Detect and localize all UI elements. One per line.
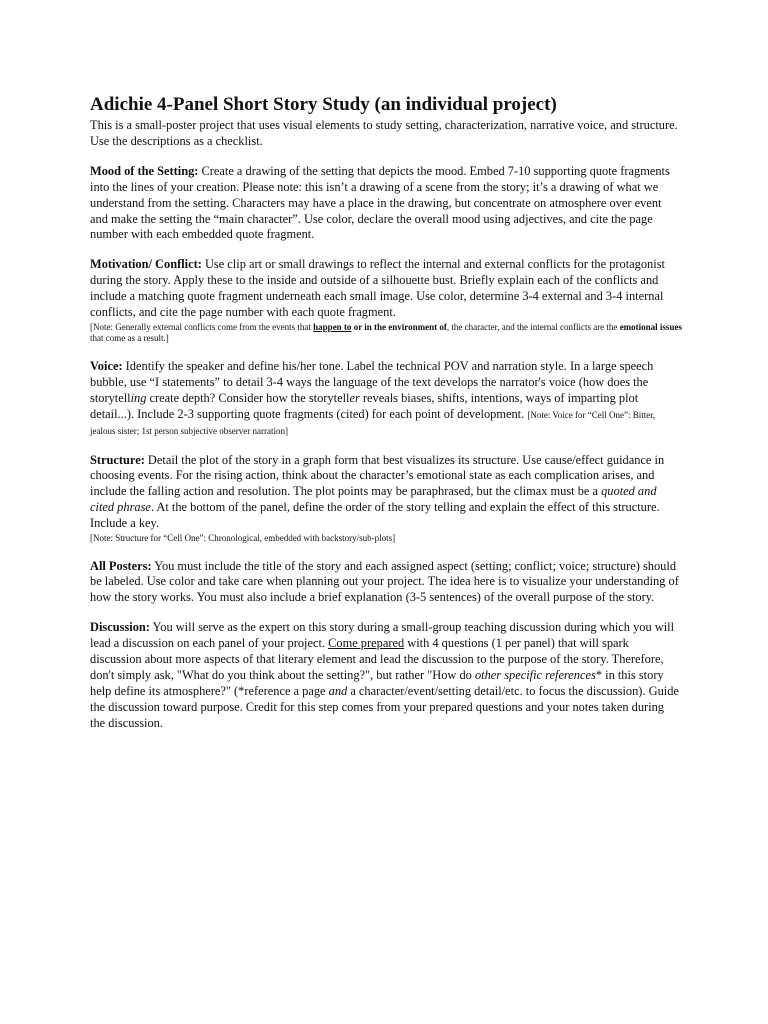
motivation-note-emphasis: emotional issues (619, 321, 682, 332)
motivation-note (90, 322, 682, 345)
motivation-note-text: that come as a result.] (90, 333, 169, 344)
posters-section (90, 559, 682, 607)
discussion-body: You will serve as the expert on this story during a small-group teaching discussion during which you will lead a discussion on each panel of your project. (90, 620, 675, 651)
discussion-body-emphasis: Come prepared (328, 636, 405, 651)
discussion-body-emphasis: and (328, 683, 348, 698)
document-page (90, 94, 682, 746)
intro-paragraph: This is a small-poster project that uses visual elements to study setting, characterization, narrative voice, and structure. Use the descriptions as a checklist. (90, 118, 678, 148)
motivation-note-text: [Note: Generally external conflicts come from the events that (90, 321, 314, 332)
discussion-body: with 4 questions (1 per panel) that will spark discussion about more aspects of that literary element and lead the discussion to the purpose of the story. Therefore, don't simply ask, "What do you think about the setting?", but rather "How do (90, 636, 664, 682)
structure-heading: Structure: (90, 452, 145, 467)
mood-section (90, 164, 682, 244)
motivation-section (90, 257, 682, 345)
voice-body: reveals biases, shifts, intentions, ways of imparting plot detail...). Include 2-3 supporting quote fragments (cited) for each point of development. (90, 390, 639, 421)
structure-body-emphasis: quoted and cited phrase (90, 484, 657, 515)
structure-section (90, 453, 682, 545)
structure-note: [Note: Structure for “Cell One”: Chronological, embedded with backstory/sub-plots] (90, 533, 396, 544)
voice-body-emphasis: ing (130, 390, 147, 405)
voice-body-emphasis: er (349, 390, 360, 405)
structure-body: . At the bottom of the panel, define the order of the story telling and explain the effect of this structure. Include a key. (90, 500, 660, 531)
motivation-note-emphasis: in the environment of (364, 321, 447, 332)
posters-body: You must include the title of the story and each assigned aspect (setting; conflict; voice; structure) should be labeled. Use color and take care when planning out your project. The idea here is to visualize your understanding of how the story works. You must also include a brief explanation (3-5 sentences) of the overall purpose of the story. (90, 558, 679, 605)
voice-section (90, 359, 682, 439)
document-title: Adichie 4-Panel Short Story Study (an individual project) (90, 94, 557, 115)
structure-body: Detail the plot of the story in a graph form that best visualizes its structure. Use cause/effect guidance in choosing events. For the rising action, think about the character’s emotional state as each complication arises, and include the falling action and resolution. The plot points may be paraphrased, but the climax must be a (90, 452, 665, 499)
mood-heading: Mood of the Setting: (90, 163, 199, 178)
discussion-body: a character/event/setting detail/etc. to focus the discussion). Guide the discussion toward purpose. Credit for this step comes from your prepared questions and your notes taken during the discussion. (90, 683, 679, 730)
discussion-heading: Discussion: (90, 620, 150, 635)
motivation-note-emphasis: happen to (313, 321, 352, 332)
voice-body: create depth? Consider how the storytell (146, 390, 350, 405)
discussion-section (90, 620, 682, 731)
discussion-body-emphasis: other specific references (474, 667, 596, 682)
motivation-note-text: , the character, and the internal conflicts are the (446, 321, 620, 332)
voice-body: Identify the speaker and define his/her tone. Label the technical POV and narration style. In a large speech bubble, use “I statements” to detail 3-4 ways the language of the text develops the narrator's voice (how does the storytell (90, 358, 654, 405)
motivation-body: Use clip art or small drawings to reflect the internal and external conflicts for the protagonist during the story. Apply these to the inside and outside of a silhouette bust. Briefly explain each of the conflicts and include a matching quote fragment underneath each small image. Use color, determine 3-4 external and 3-4 internal conflicts, and cite the page number with each quote fragment. (90, 257, 665, 320)
posters-heading: All Posters: (90, 558, 152, 573)
mood-body: Create a drawing of the setting that depicts the mood. Embed 7-10 supporting quote fragments into the lines of your creation. Please note: this isn’t a drawing of a scene from the story; it’s a drawing of what we understand from the setting. Characters may have a place in the drawing, but concentrate on atmosphere over event and make the setting the “main character”. Use color, declare the overall mood using adjectives, and cite the page number with each embedded quote fragment. (90, 163, 670, 242)
discussion-body: * in this story help define its atmosphere?" (*reference a page (90, 667, 664, 698)
voice-note: [Note: Voice for “Cell One”: Bitter, jealous sister; 1st person subjective observer narration] (90, 409, 656, 436)
voice-heading: Voice: (90, 358, 123, 373)
motivation-note-text: or (351, 321, 365, 332)
motivation-heading: Motivation/ Conflict: (90, 257, 202, 272)
